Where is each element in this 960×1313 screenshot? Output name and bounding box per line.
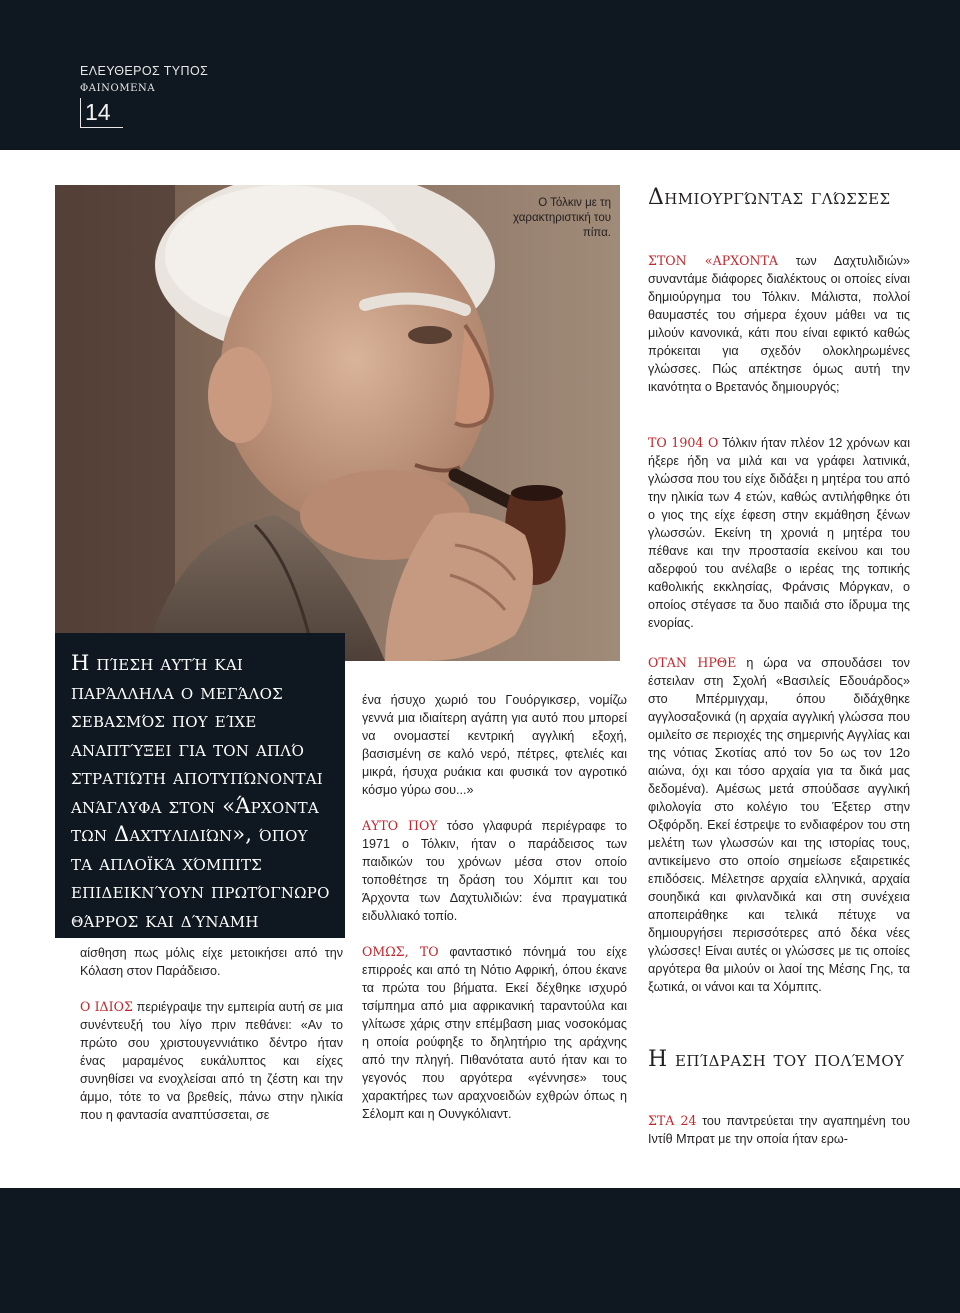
paragraph-text: η ώρα να σπουδάσει τον έστειλαν στη Σχολή «Βασιλείς Εδουάρδος» στο Μπέρμιγχαμ, όπου διδάχθηκε αγγλοσαξονικά (η αρχαία αγγλική γλώσσα που ομιλείτο σε περιοχές της σημερινής Αγγλίας και της νότιας Σκοτίας από τον 5ο ως τον 12ο αιώνα, όχι και τόσο αρχαία για τα δικά μας δεδομένα). Αμέσως μετά σπούδασε αγγλική φιλολογία στο κολέγιο του Έξετερ στην Οξφόρδη. Εκεί έστρεψε το ενδιαφέρον του στη μελέτη των γλωσσών και της ιστορίας τους, αντικείμενο στο οποίο σημείωσε εξαιρετικές επιδόσεις. Μέλετησε αρχαία ελληνικά, αρχαία σουηδικά και φινλανδικά και στη συνέχεια αποπειράθηκε και τελικά πέτυχε να δημιουργήσει περισσότερες από δέκα νέες γλώσσες! Είναι αυτές οι γλώσσες με τις οποίες αργότερα θα μιλούν οι λαοί της Μέσης Γης, τα ξωτικά, οι νάνοι και τα Χόμπιτς. xyxy=(648,656,910,994)
paragraph-lead: ΟΜΩΣ, ΤΟ xyxy=(362,944,439,959)
paragraph xyxy=(362,817,627,925)
paragraph-text: φανταστικό πόνημά του είχε επιρροές και από τη Νότιο Αφρική, όπου έκανε τα πρώτα του βήματα. Εκεί δέχθηκε ισχυρό τσίμπημα από μια αφρικανική ταραντούλα και γλίτωσε χάρις στην επέμβαση μιας νοσοκόμας η οποία ρούφηξε το δηλητήριο της αράχνης από την πληγή. Πιθανότατα αυτό ήταν και το γεγονός που αργότερα «γέννησε» τους χαρακτήρες των αραχνοειδών εχθρών όπως η Σέλομπ και η Ουνγκόλιαντ. xyxy=(362,945,627,1121)
paragraph-lead: ΣΤΑ 24 xyxy=(648,1113,697,1128)
newspaper-name: ΕΛΕΥΘΕΡΟΣ ΤΥΠΟΣ xyxy=(80,64,209,78)
subheading-war-influence: Η επίδραση του πολέμου xyxy=(648,1047,905,1072)
article-column-1 xyxy=(80,944,343,1124)
paragraph-text: περιέγραψε την εμπειρία αυτή σε μια συνέντευξή του λίγο πριν πεθάνει: «Αν το πρώτο σου χριστουγεννιάτικο δέντρο ήταν ένας μαραμένος ευκάλυπτος και είχες συνηθίσει να ενοχλείσαι από τη ζέστη και την άμμο, τότε το να βρεθείς, πάνω στην ηλικία που η φαντασία αναπτύσσεται, σε xyxy=(80,1000,343,1122)
portrait-illustration xyxy=(55,185,620,661)
article-column-3-part3 xyxy=(648,654,910,996)
pull-quote-text: Η πίεση αυτή και παράλληλα ο μεγάλος σεβασμός που είχε αναπτύξει για τον απλό στρατιώτη αποτυπώνονται ανάγλυφα στον «Άρχοντα των Δαχτυλιδιών», όπου τα απλοϊκά χόμπιτς επιδεικνύουν πρωτόγνωρο θάρρος και δύναμη xyxy=(71,651,330,932)
footer-band xyxy=(0,1188,960,1313)
paragraph xyxy=(648,252,910,396)
article-column-3-part2 xyxy=(648,434,910,632)
paragraph-lead: ΑΥΤΟ ΠΟΥ xyxy=(362,818,438,833)
paragraph xyxy=(362,691,627,799)
paragraph xyxy=(80,998,343,1124)
page-number: 14 xyxy=(85,99,111,125)
paragraph-lead: ΤΟ 1904 Ο xyxy=(648,435,719,450)
paragraph-lead: ΟΤΑΝ ΗΡΘΕ xyxy=(648,655,737,670)
paragraph xyxy=(80,944,343,980)
section-name: ΦΑΙΝΟΜΕΝΑ xyxy=(80,83,156,94)
paragraph-text: των Δαχτυλιδιών» συναντάμε διάφορες διαλέκτους οι οποίες είναι δημιούργημα του Τόλκιν. Μάλιστα, πολλοί θαυμαστές του σήμερα έχουν μάθει να τις μιλούν κανονικά, κάτι που είναι εφικτό καθώς πρόκειται για σχεδόν ολοκληρωμένες γλώσσες. Πώς απέκτησε όμως αυτή την ικανότητα ο Βρετανός δημιουργός; xyxy=(648,254,910,394)
paragraph xyxy=(648,1112,910,1148)
photo-caption: Ο Τόλκιν με τη χαρακτηριστική του πίπα. xyxy=(513,197,611,239)
article-column-3-part4 xyxy=(648,1112,910,1148)
paragraph xyxy=(648,654,910,996)
paragraph-text: τόσο γλαφυρά περιέγραφε το 1971 ο Τόλκιν, ήταν ο παράδεισος των παιδικών του χρόνων μέσα στον οποίο τοποθέτησε τη δράση του Χόμπιτ και του Άρχοντα των Δαχτυλιδιών: ένα πραγματικά ειδυλλιακό τοπίο. xyxy=(362,819,627,923)
paragraph-text: του παντρεύεται την αγαπημένη του Ιντίθ Μπρατ με την οποία ήταν ερω- xyxy=(648,1114,910,1146)
article-column-2 xyxy=(362,691,627,1123)
paragraph-text: Τόλκιν ήταν πλέον 12 χρόνων και ήξερε ήδη να μιλά και να γράφει λατινικά, γλώσσα που του είχε διδάξει η μητέρα του από την ηλικία των 4 ετών, καθώς αντιλήφθηκε ότι ο γιος της είχε έφεση στην εκμάθηση ξένων γλωσσών. Εκείνη τη χρονιά η μητέρα του πέθανε και την προστασία εκείνου και του αδερφού του ανέλαβε ο ιερέας της τοπικής καθολικής εκκλησίας, Φράνσις Μόργκαν, ο οποίος στέγασε τα δυο παιδιά στο ίδρυμα της ενορίας. xyxy=(648,436,911,630)
paragraph-text: ένα ήσυχο χωριό του Γουόργικσερ, νομίζω γεννά μια ιδιαίτερη αγάπη για αυτό που μπορεί να ονομαστεί κεντρική αγγλική εξοχή, βασισμένη σε καλό νερό, πέτρες, φτελιές και μικρά, ήσυχα ρυάκια και φυσικά τον αγροτικό κόσμο γύρω σου...» xyxy=(362,693,627,797)
paragraph xyxy=(362,943,627,1123)
paragraph xyxy=(648,434,910,632)
paragraph-lead: ΣΤΟΝ «ΑΡΧΟΝΤΑ xyxy=(648,253,779,268)
paragraph-lead: Ο ΙΔΙΟΣ xyxy=(80,999,133,1014)
pull-quote-box xyxy=(55,633,345,938)
tolkien-portrait-photo xyxy=(55,185,620,661)
paragraph-text: αίσθηση πως μόλις είχε μετοικήσει από την Κόλαση στον Παράδεισο. xyxy=(80,946,343,978)
subheading-creating-languages: Δημιουργώντας γλώσσες xyxy=(648,185,891,210)
article-column-3-intro xyxy=(648,252,910,396)
